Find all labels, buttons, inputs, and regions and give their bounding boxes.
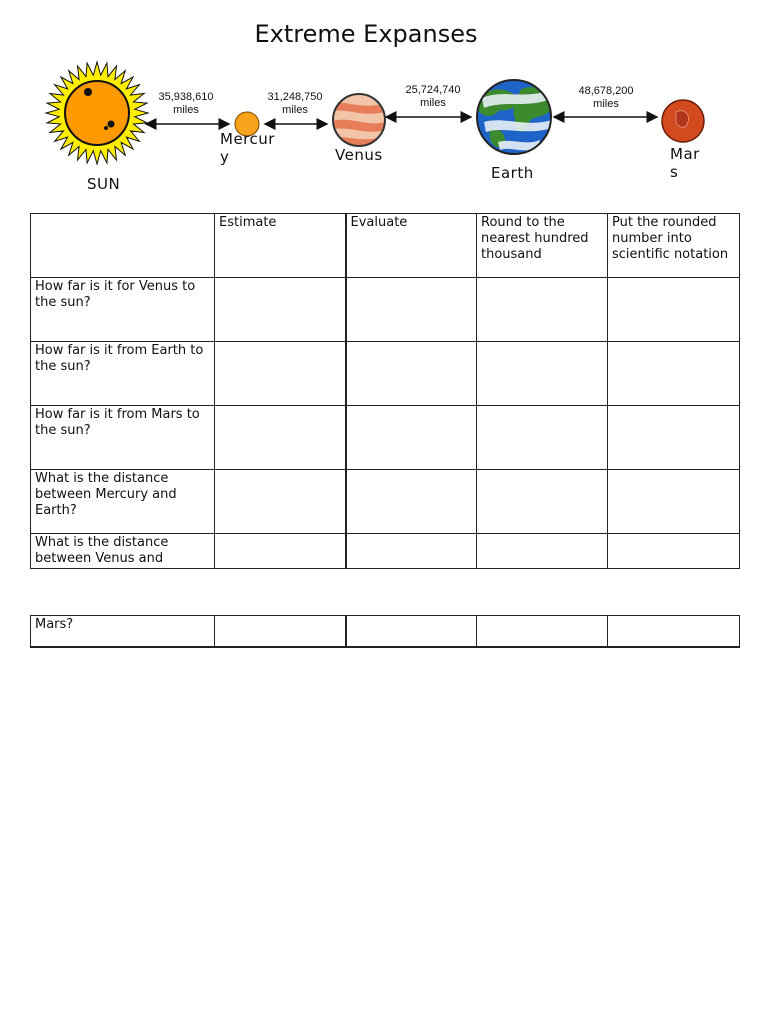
distance-venus-earth: 25,724,740 miles <box>405 84 461 109</box>
answer-cell-evaluate[interactable] <box>346 278 477 342</box>
header-round: Round to the nearest hundred thousand <box>477 214 608 278</box>
answer-cell-estimate[interactable] <box>215 406 346 470</box>
header-cell-blank <box>31 214 215 278</box>
page-title: Extreme Expanses <box>254 20 478 48</box>
solar-system-diagram <box>0 50 768 210</box>
answer-cell-round[interactable] <box>477 534 608 569</box>
worksheet-table <box>30 213 740 569</box>
question-cell: What is the distance between Mercury and Earth? <box>31 470 215 534</box>
question-cell: How far is it from Earth to the sun? <box>31 342 215 406</box>
answer-cell-estimate[interactable] <box>215 342 346 406</box>
answer-cell-round[interactable] <box>477 342 608 406</box>
answer-cell-evaluate[interactable] <box>346 470 477 534</box>
worksheet-table-continued <box>30 615 740 648</box>
answer-cell-scientific[interactable] <box>608 534 740 569</box>
distance-sun-mercury: 35,938,610 miles <box>158 91 214 116</box>
venus-label: Venus <box>335 146 383 164</box>
answer-cell-evaluate[interactable] <box>346 406 477 470</box>
distance-earth-mars: 48,678,200 miles <box>578 85 634 110</box>
distance-mercury-venus: 31,248,750 miles <box>267 91 323 116</box>
table-row <box>31 278 740 342</box>
earth-icon <box>477 80 552 154</box>
answer-cell-round[interactable] <box>477 278 608 342</box>
answer-cell-estimate[interactable] <box>215 534 346 569</box>
answer-cell-estimate[interactable] <box>215 278 346 342</box>
answer-cell-scientific[interactable] <box>608 616 740 647</box>
mercury-label: Mercur y <box>220 130 275 166</box>
mars-icon <box>662 100 704 142</box>
answer-cell-evaluate[interactable] <box>346 534 477 569</box>
venus-icon <box>330 94 390 146</box>
question-cell: How far is it from Mars to the sun? <box>31 406 215 470</box>
header-scientific-notation: Put the rounded number into scientific notation <box>608 214 740 278</box>
answer-cell-scientific[interactable] <box>608 342 740 406</box>
answer-cell-estimate[interactable] <box>215 470 346 534</box>
answer-cell-evaluate[interactable] <box>346 616 477 647</box>
earth-label: Earth <box>491 164 534 182</box>
question-cell-continued: Mars? <box>31 616 215 647</box>
answer-cell-evaluate[interactable] <box>346 342 477 406</box>
table-row <box>31 470 740 534</box>
answer-cell-scientific[interactable] <box>608 406 740 470</box>
header-row <box>31 214 740 278</box>
answer-cell-scientific[interactable] <box>608 470 740 534</box>
answer-cell-round[interactable] <box>477 616 608 647</box>
answer-cell-round[interactable] <box>477 406 608 470</box>
mars-label: Mar s <box>670 145 700 181</box>
table-row <box>31 342 740 406</box>
answer-cell-estimate[interactable] <box>215 616 346 647</box>
header-estimate: Estimate <box>215 214 346 278</box>
sun-label: SUN <box>87 175 121 193</box>
answer-cell-scientific[interactable] <box>608 278 740 342</box>
question-cell: How far is it for Venus to the sun? <box>31 278 215 342</box>
table-row <box>31 616 740 647</box>
sun-icon <box>46 62 148 164</box>
answer-cell-round[interactable] <box>477 470 608 534</box>
question-cell: What is the distance between Venus and <box>31 534 215 569</box>
table-row <box>31 406 740 470</box>
table-row <box>31 534 740 569</box>
header-evaluate: Evaluate <box>346 214 477 278</box>
